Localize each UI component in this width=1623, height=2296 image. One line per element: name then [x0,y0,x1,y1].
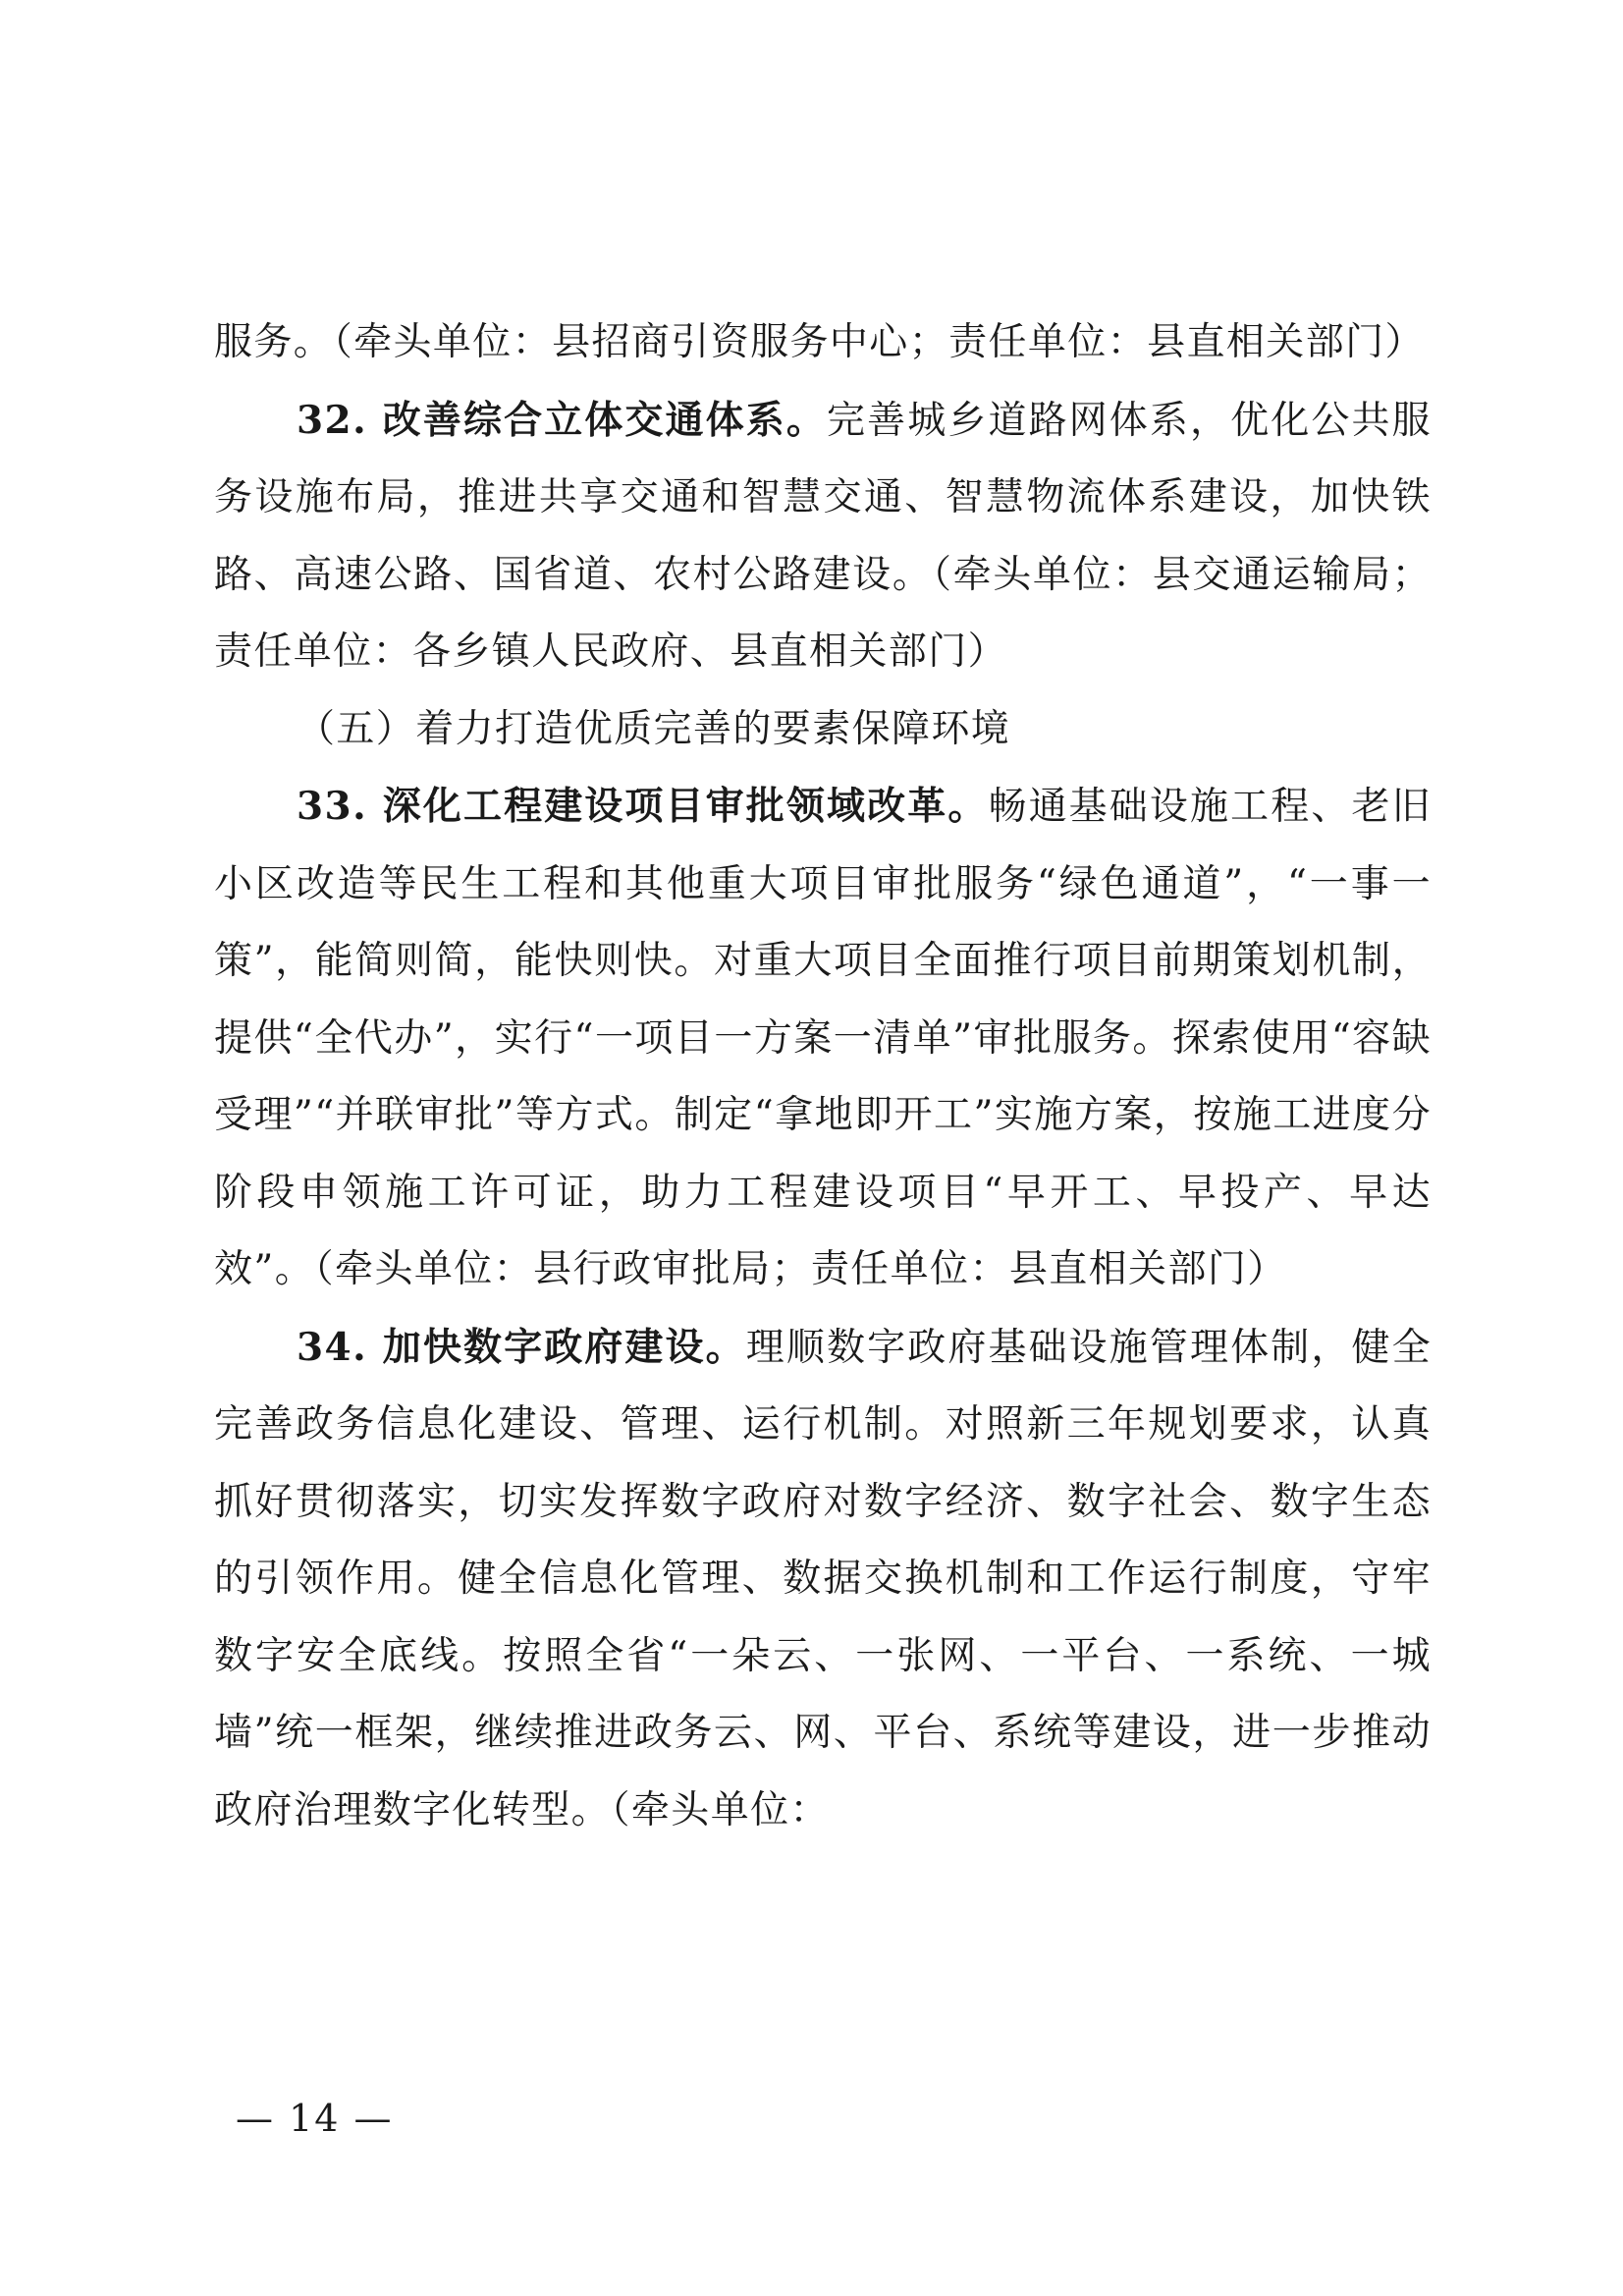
lead-paragraph-text: 服务。（牵头单位：县招商引资服务中心；责任单位：县直相关部门） [214,320,1425,364]
page-number: — 14 — [236,2097,394,2140]
lead-paragraph [214,304,1432,382]
document-body [214,304,1432,1849]
item-32-paragraph [214,382,1432,691]
section-heading [214,691,1432,769]
item-34-title: 34. 加快数字政府建设。 [297,1324,746,1370]
item-32-title: 32. 改善综合立体交通体系。 [297,397,827,443]
item-34-body: 理顺数字政府基础设施管理体制，健全完善政务信息化建设、管理、运行机制。对照新三年规划要求，认真抓好贯彻落实，切实发挥数字政府对数字经济、数字社会、数字生态的引领作用。健全信息化管理、数据交换机制和工作运行制度，守牢数字安全底线。按照全省“一朵云、一张网、一平台、一系统、一城墙”统一框架，继续推进政务云、网、平台、系统等建设，进一步推动政府治理数字化转型。（牵头单位： [214,1325,1432,1832]
section-heading-text: （五）着力打造优质完善的要素保障环境 [297,706,1011,751]
item-32-body: 完善城乡道路网体系，优化公共服务设施布局，推进共享交通和智慧交通、智慧物流体系建设，加快铁路、高速公路、国省道、农村公路建设。（牵头单位：县交通运输局；责任单位：各乡镇人民政府、县直相关部门） [214,398,1432,674]
item-33-title: 33. 深化工程建设项目审批领域改革。 [297,784,989,829]
item-33-body: 畅通基础设施工程、老旧小区改造等民生工程和其他重大项目审批服务“绿色通道”，“一事一策”，能简则简，能快则快。对重大项目全面推行项目前期策划机制，提供“全代办”，实行“一项目一方案一清单”审批服务。探索使用“容缺受理”“并联审批”等方式。制定“拿地即开工”实施方案，按施工进度分阶段申领施工许可证，助力工程建设项目“早开工、早投产、早达效”。（牵头单位：县行政审批局；责任单位：县直相关部门） [214,785,1432,1291]
item-34-paragraph [214,1309,1432,1850]
item-33-paragraph [214,768,1432,1309]
